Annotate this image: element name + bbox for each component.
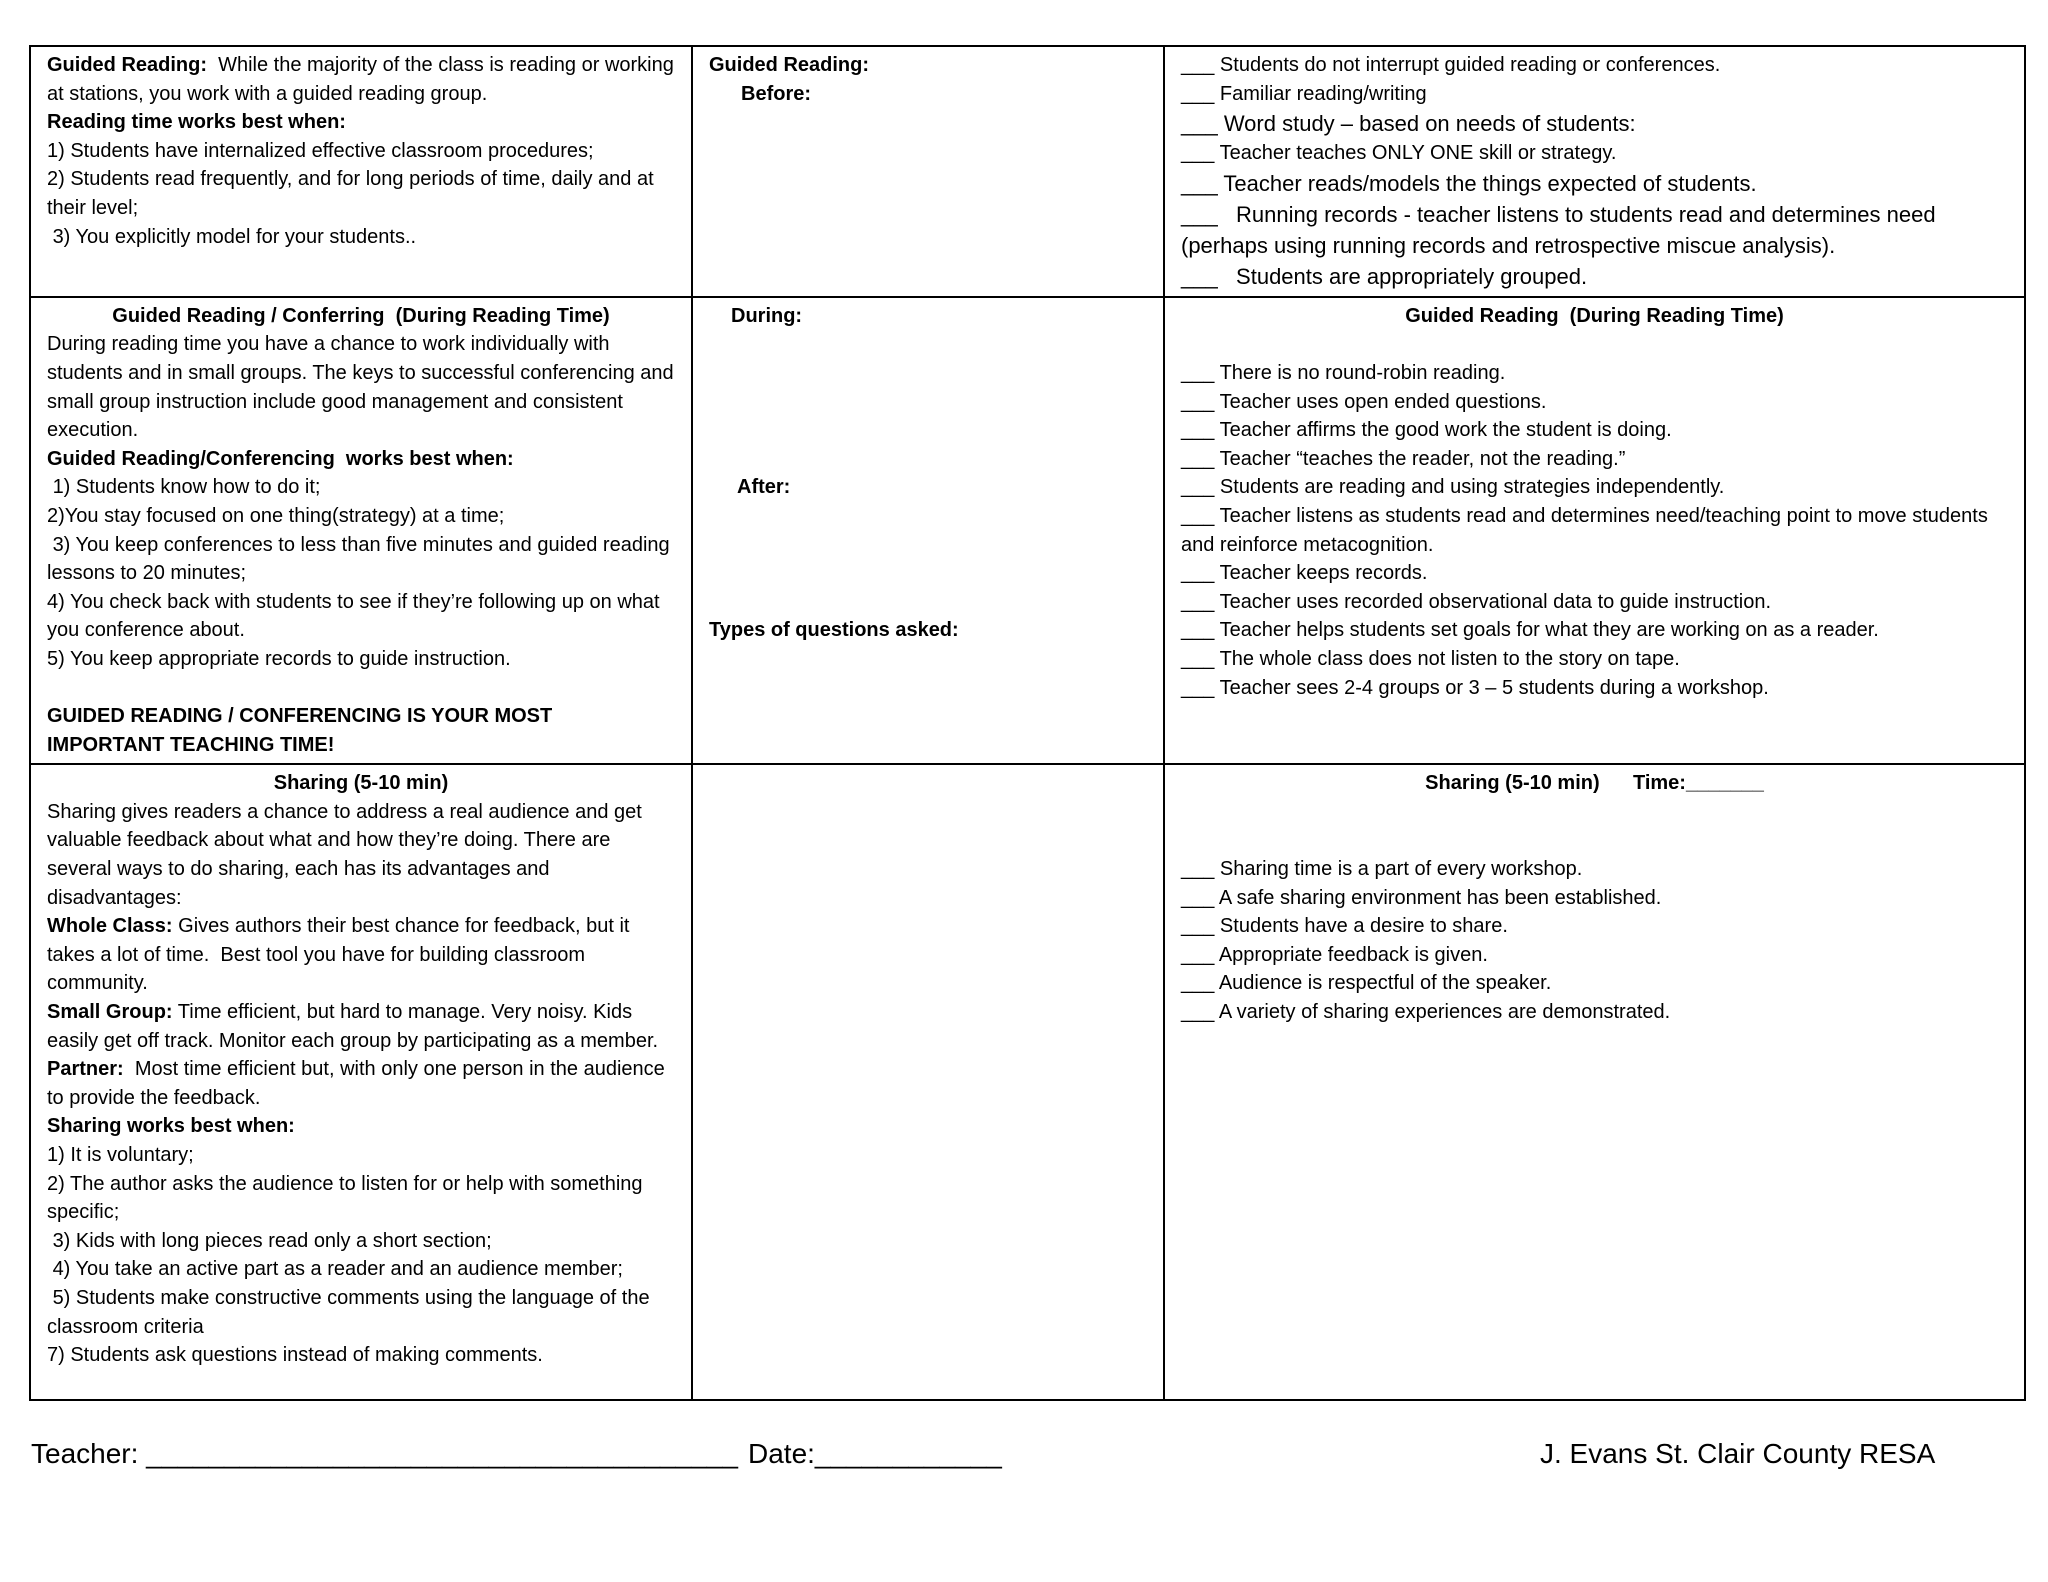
intro-text: While the majority of the class is reading or working at stations, you work with a guided reading group. (47, 54, 680, 105)
guided-reading-title: Guided Reading: (709, 54, 869, 76)
guided-reading-intro (47, 51, 680, 108)
checklist-item: ___ Teacher keeps records. (1181, 562, 1428, 585)
list-item: 5) Students make constructive comments using the language of the classroom criteria (47, 1286, 656, 1338)
after-label: After: (737, 476, 791, 499)
sharing-option-partner (47, 1055, 675, 1112)
checklist-item: ___ A safe sharing environment has been established. (1181, 886, 1662, 909)
list-item: 5) You keep appropriate records to guide instruction. (47, 647, 511, 670)
teacher-field[interactable]: Teacher: ______________________________________ (31, 1438, 738, 1469)
spacer (1181, 826, 2008, 855)
list-item: 2)You stay focused on one thing(strategy) at a time; (47, 504, 505, 527)
before-label: Before: (741, 82, 812, 105)
sharing-option-small-group (47, 998, 675, 1055)
conferring-paragraph: During reading time you have a chance to work individually with students and in small groups. The keys to successful conferencing and small group instruction include good management and consistent execution. (47, 333, 680, 442)
sharing-description-cell (30, 764, 692, 1400)
option-text: Time efficient, but hard to manage. Very noisy. Kids easily get off track. Monitor each group by participating as a member. (47, 1001, 659, 1052)
during-checklist-cell (1164, 297, 2025, 765)
spacer (1181, 330, 2008, 359)
checklist-item: ___ Teacher helps students set goals for what they are working on as a reader. (1181, 619, 1879, 642)
list-item: 3) You keep conferences to less than five minutes and guided reading lessons to 20 minutes; (47, 533, 676, 585)
row-guided-reading-during (30, 297, 2025, 765)
row-sharing (30, 764, 2025, 1400)
checklist-item: ___ Teacher teaches ONLY ONE skill or strategy. (1181, 142, 1617, 165)
sharing-checklist-title: Sharing (5-10 min) Time:_______ (1425, 772, 1764, 795)
checklist-item: ___ Students are reading and using strategies independently. (1181, 476, 1725, 499)
checklist-item: ___ Sharing time is a part of every workshop. (1181, 858, 1583, 881)
checklist-item: ___ Teacher uses open ended questions. (1181, 390, 1547, 413)
author-credit: J. Evans St. Clair County RESA (1540, 1438, 1936, 1469)
checklist-item: ___ Teacher uses recorded observational data to guide instruction. (1181, 590, 1772, 613)
checklist-item: ___ A variety of sharing experiences are demonstrated. (1181, 1001, 1671, 1024)
checklist-item: ___ Students are appropriately grouped. (1181, 263, 1588, 289)
checklist-item: ___ Students have a desire to share. (1181, 915, 1508, 938)
during-after-notes-cell[interactable] (692, 297, 1164, 765)
guided-reading-notes-cell[interactable] (692, 46, 1164, 297)
list-item: 4) You check back with students to see if they’re following up on what you conference about. (47, 590, 666, 642)
checklist-item: ___ Teacher affirms the good work the student is doing. (1181, 419, 1672, 442)
list-item: 2) Students read frequently, and for long periods of time, daily and at their level; (47, 168, 660, 219)
during-label: During: (731, 304, 803, 327)
observation-table (29, 45, 2026, 1401)
checklist-item: ___ Teacher sees 2-4 groups or 3 – 5 students during a workshop. (1181, 676, 1769, 699)
list-item: 4) You take an active part as a reader and an audience member; (47, 1258, 623, 1281)
sharing-heading: Sharing works best when: (47, 1115, 295, 1138)
checklist-item: ___ Teacher listens as students read and determines need/teaching point to move students and reinforce metacognition. (1181, 504, 1994, 556)
intro-label: Guided Reading: (47, 54, 207, 76)
before-checklist-cell (1164, 46, 2025, 297)
checklist-item: ___ Teacher reads/models the things expected of students. (1181, 170, 1757, 196)
option-label: Partner: (47, 1058, 124, 1081)
checklist-item: ___ The whole class does not listen to the story on tape. (1181, 647, 1680, 670)
checklist-item: ___ Word study – based on needs of students: (1181, 111, 1636, 137)
sharing-checklist-cell (1164, 764, 2025, 1400)
sharing-notes-cell[interactable] (692, 764, 1164, 1400)
list-item: 1) Students know how to do it; (47, 476, 321, 499)
spacer (1181, 798, 2008, 827)
option-text: Gives authors their best chance for feedback, but it takes a lot of time. Best tool you have for building classroom community. (47, 915, 636, 995)
sharing-title: Sharing (5-10 min) (273, 772, 449, 795)
checklist-item: ___ Teacher “teaches the reader, not the reading.” (1181, 447, 1626, 470)
option-label: Small Group: (47, 1001, 173, 1024)
reading-time-heading: Reading time works best when: (47, 111, 346, 134)
conferring-heading: Guided Reading/Conferencing works best when: (47, 447, 514, 470)
list-item: 1) It is voluntary; (47, 1144, 194, 1166)
during-checklist-title: Guided Reading (During Reading Time) (1405, 304, 1784, 327)
conferring-description-cell (30, 297, 692, 765)
list-item: 2) The author asks the audience to listen for or help with something specific; (47, 1172, 649, 1224)
checklist-item: ___ Running records - teacher listens to students read and determines need (perhaps using running records and retrospective miscue analysis). (1181, 201, 1942, 258)
checklist-item: ___ Students do not interrupt guided reading or conferences. (1181, 54, 1721, 76)
list-item: 3) Kids with long pieces read only a short section; (47, 1229, 492, 1252)
list-item: 7) Students ask questions instead of making comments. (47, 1344, 543, 1367)
date-field[interactable]: Date:____________ (748, 1438, 1002, 1469)
conferring-closing-note: GUIDED READING / CONFERENCING IS YOUR MOST IMPORTANT TEACHING TIME! (47, 705, 558, 756)
question-types-label: Types of questions asked: (709, 619, 959, 642)
checklist-item: ___ Audience is respectful of the speaker. (1181, 972, 1552, 995)
sharing-option-whole-class (47, 912, 675, 998)
sharing-paragraph: Sharing gives readers a chance to address a real audience and get valuable feedback about what and how they’re doing. There are several ways to do sharing, each has its advantages and disadvantages: (47, 800, 648, 909)
checklist-item: ___ Appropriate feedback is given. (1181, 943, 1488, 966)
checklist-item: ___ There is no round-robin reading. (1181, 361, 1506, 384)
list-item: 3) You explicitly model for your students.. (47, 225, 417, 248)
conferring-title: Guided Reading / Conferring (During Reading Time) (112, 304, 610, 327)
option-text: Most time efficient but, with only one person in the audience to provide the feedback. (47, 1058, 671, 1109)
row-guided-reading-before (30, 46, 2025, 297)
guided-reading-description-cell (30, 46, 692, 297)
option-label: Whole Class: (47, 915, 173, 938)
checklist-item: ___ Familiar reading/writing (1181, 82, 1427, 105)
spacer (47, 674, 675, 703)
list-item: 1) Students have internalized effective classroom procedures; (47, 139, 594, 162)
